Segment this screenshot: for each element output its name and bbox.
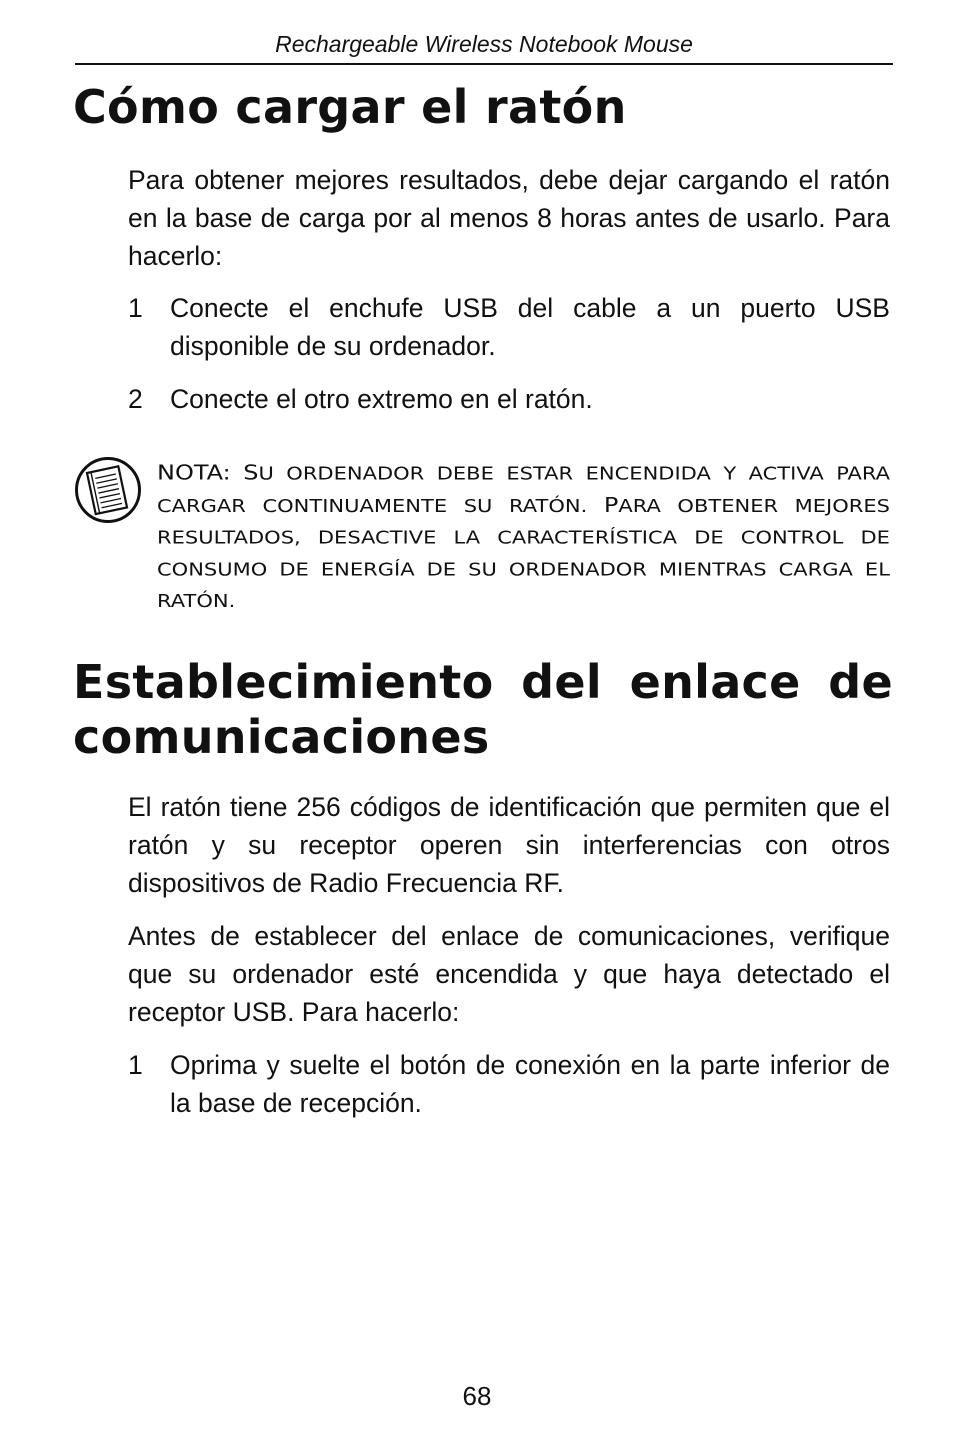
step-number: 1 (128, 1050, 143, 1080)
page-number: 68 (462, 1381, 492, 1411)
section-title-charging: Cómo cargar el ratón (73, 80, 627, 134)
charging-intro-paragraph: Para obtener mejores resultados, debe dejar cargando el ratón en la base de carga por al menos 8 horas antes de usarlo. Para hacerlo: (128, 165, 890, 271)
note-body: SU ORDENADOR DEBE ESTAR ENCENDIDA Y ACTIVA PARA CARGAR CONTINUAMENTE SU RATÓN. PARA OBTENER MEJORES RESULTADOS, DESACTIVE LA CARACTERÍSTICA DE CONTROL DE CONSUMO DE ENERGÍA DE SU ORDENADOR MIENTRAS CARGA EL RATÓN. (157, 461, 891, 612)
notepad-icon (74, 456, 142, 524)
step-number: 2 (128, 384, 143, 414)
link-paragraph-1: El ratón tiene 256 códigos de identificación que permiten que el ratón y su receptor operen sin interferencias con otros dispositivos de Radio Frecuencia RF. (128, 792, 890, 898)
header-rule (75, 63, 893, 65)
running-header: Rechargeable Wireless Notebook Mouse (275, 31, 693, 57)
link-paragraph-2: Antes de establecer del enlace de comunicaciones, verifique que su ordenador esté encendida y que haya detectado el receptor USB. Para hacerlo: (128, 921, 890, 1027)
step-text: Oprima y suelte el botón de conexión en la parte inferior de la base de recepción. (170, 1050, 890, 1118)
note-text (157, 457, 890, 617)
note-label: NOTA: (157, 461, 231, 485)
step-text: Conecte el enchufe USB del cable a un puerto USB disponible de su ordenador. (170, 293, 890, 361)
charging-step-2 (128, 380, 890, 418)
step-number: 1 (128, 293, 143, 323)
step-text: Conecte el otro extremo en el ratón. (170, 384, 593, 414)
charging-step-1 (128, 289, 890, 365)
link-step-1 (128, 1046, 890, 1122)
section-title-link: Establecimiento del enlace de comunicaciones (73, 655, 893, 764)
